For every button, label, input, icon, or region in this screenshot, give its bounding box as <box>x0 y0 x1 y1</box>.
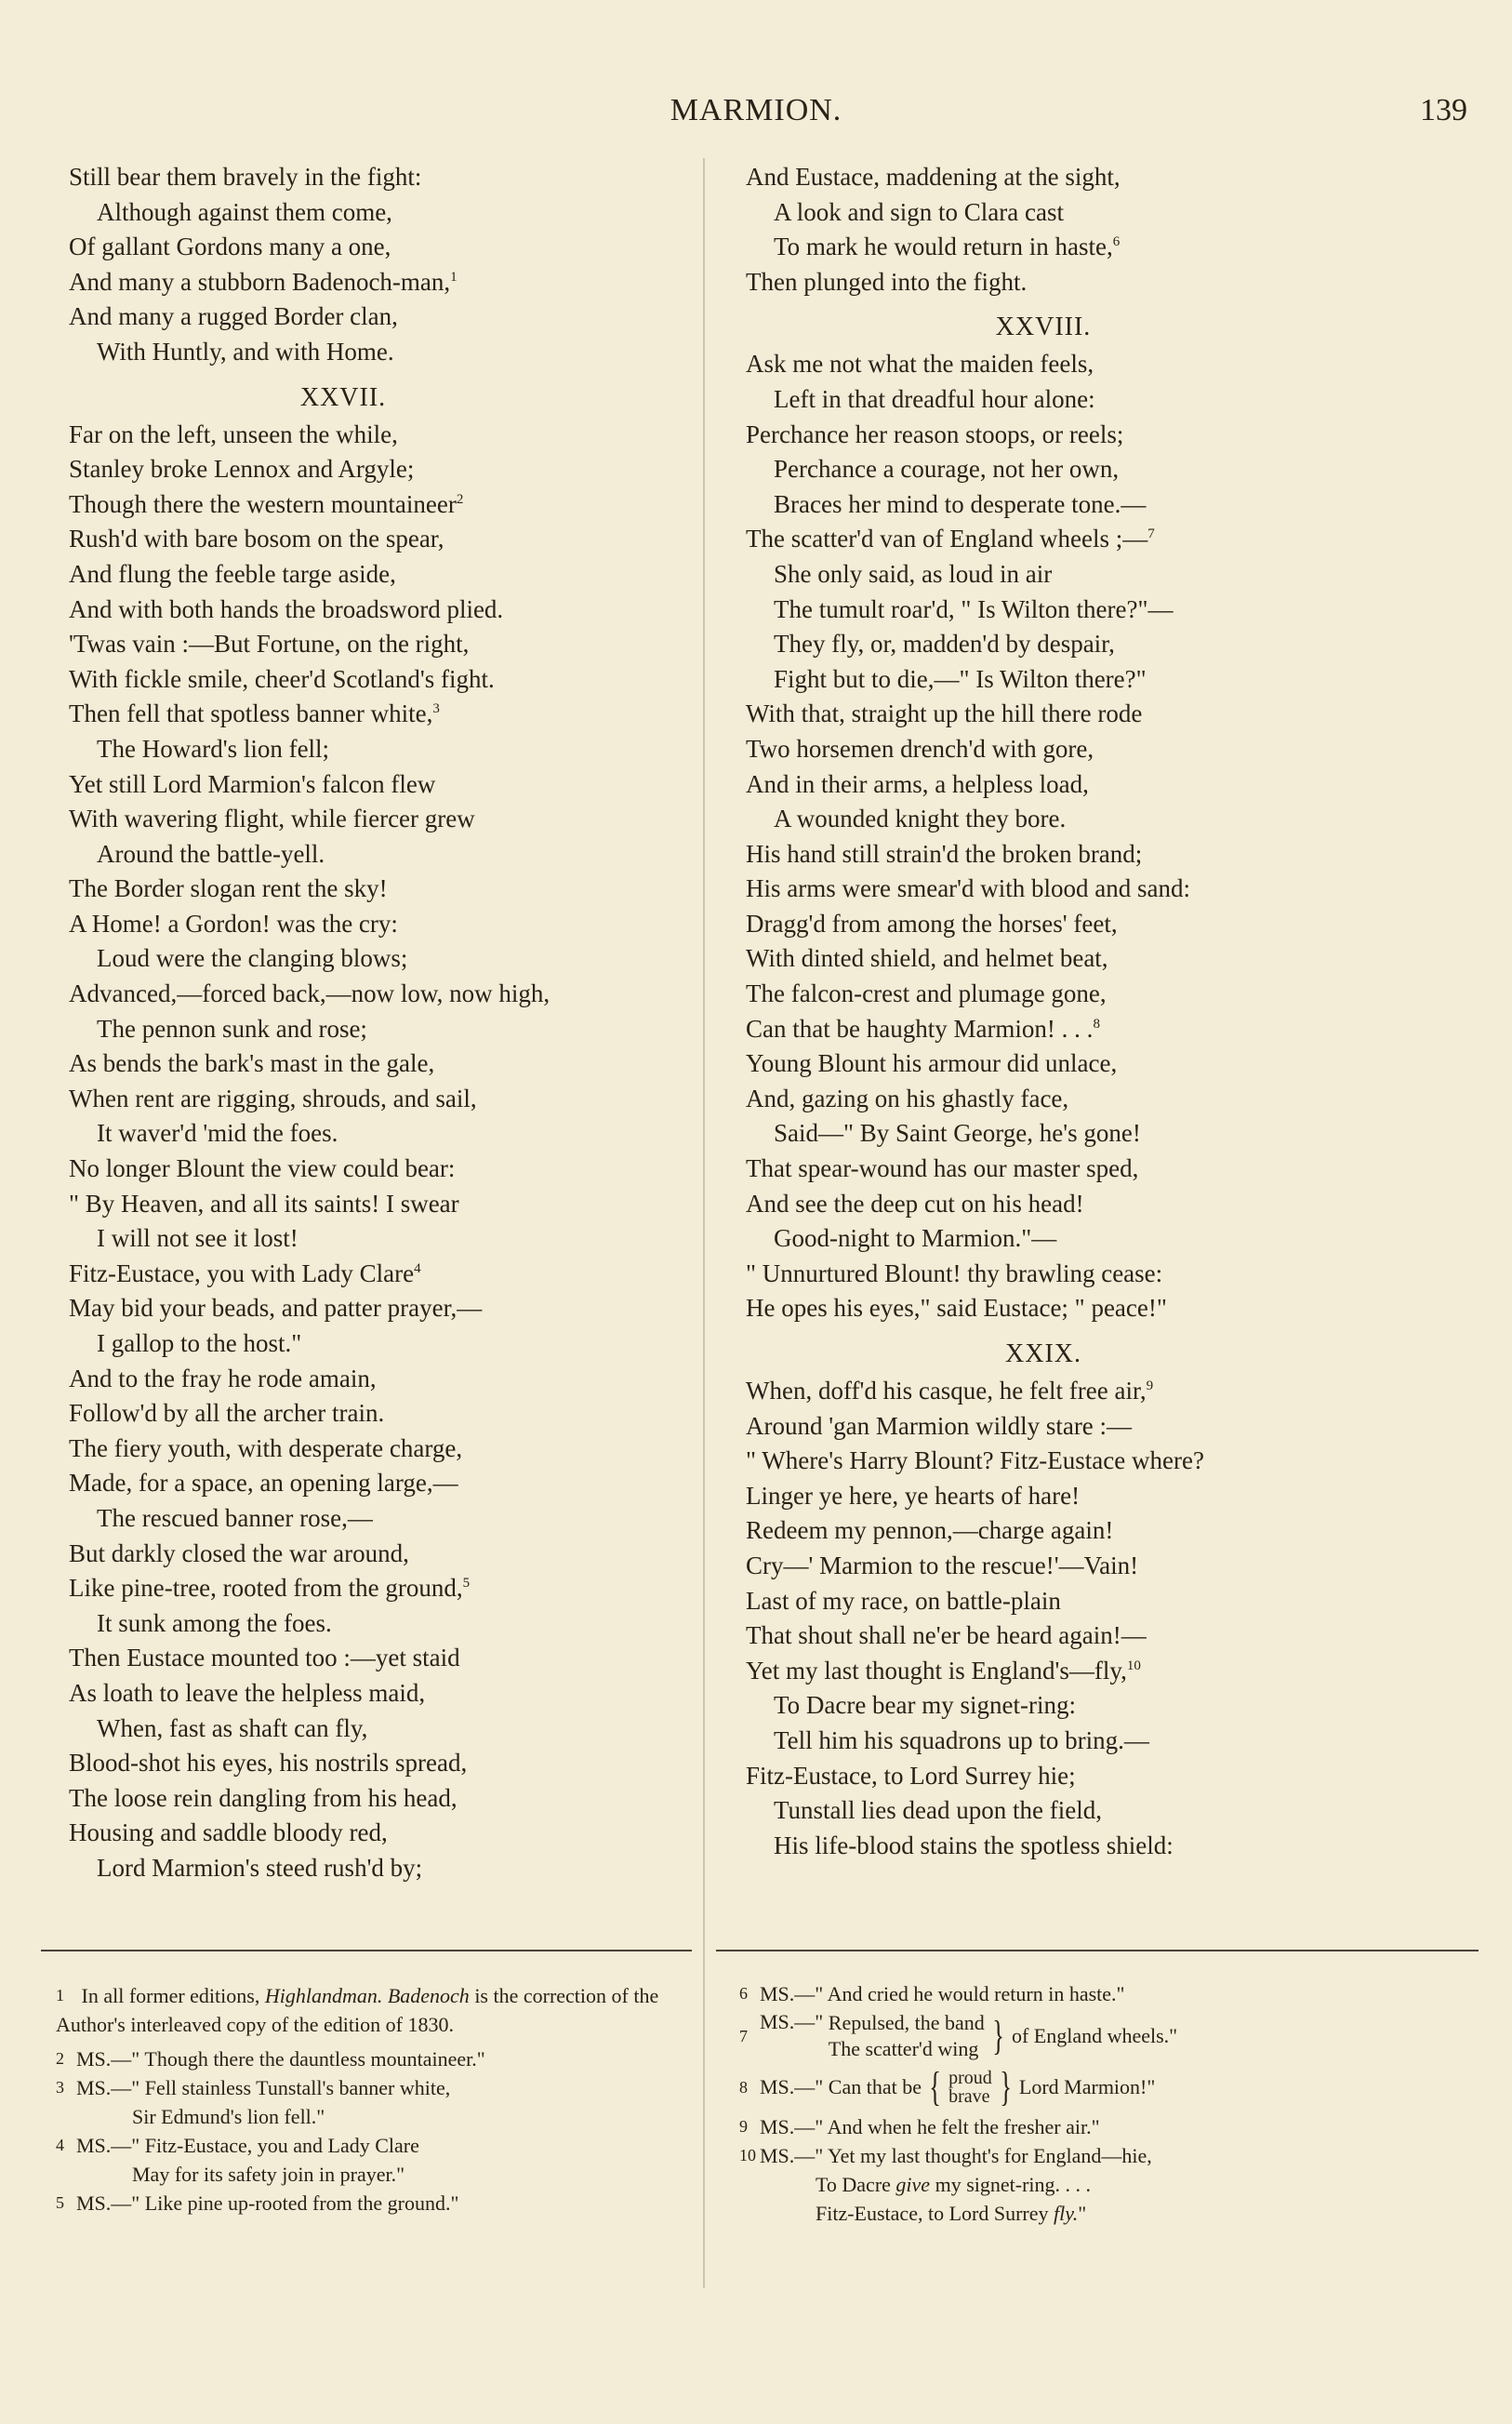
verse-line <box>69 802 692 837</box>
verse-line <box>69 195 692 231</box>
verse-text: Lord Marmion's steed rush'd by; <box>97 1853 423 1882</box>
footnotes-left <box>56 1981 697 2218</box>
verse-line <box>746 1549 1490 1584</box>
verse-line <box>69 1082 692 1117</box>
verse-line <box>746 1688 1490 1724</box>
verse-text: When rent are rigging, shrouds, and sail, <box>69 1084 477 1112</box>
footnote-marker: 8 <box>1093 1016 1100 1032</box>
verse-text: Stanley broke Lennox and Argyle; <box>69 455 415 484</box>
verse-line <box>69 1746 692 1781</box>
footnote-marker: 5 <box>462 1576 471 1592</box>
verse-text: Far on the left, unseen the while, <box>69 420 398 448</box>
verse-text: Like pine-tree, rooted from the ground, <box>69 1574 463 1603</box>
footnote-10-line-3: Fitz-Eustace, to Lord Surrey fly." <box>816 2202 1087 2225</box>
verse-line <box>746 382 1490 418</box>
verse-text: Still bear them bravely in the fight: <box>69 163 422 191</box>
footnote-marker: 7 <box>1147 526 1155 542</box>
verse-text: The tumult roar'd, " Is Wilton there?"— <box>774 594 1174 623</box>
footnote-6: 6 MS.—" And cried he would return in haste." <box>739 1982 1125 2005</box>
verse-line <box>69 160 692 195</box>
verse-line <box>746 1374 1490 1409</box>
verse-line <box>746 522 1490 557</box>
footnote-2: 2 MS.—" Though there the dauntless mountaineer." <box>56 2047 485 2071</box>
verse-text: As bends the bark's mast in the gale, <box>69 1049 435 1078</box>
verse-text: Dragg'd from among the horses' feet, <box>746 909 1118 938</box>
verse-line <box>69 1537 692 1572</box>
left-brace: { <box>929 2064 941 2110</box>
canto-section-heading: XXVIII. <box>995 313 1092 342</box>
right-brace: } <box>1000 2064 1012 2110</box>
verse-line <box>69 1326 692 1362</box>
verse-text: With wavering flight, while fiercer grew <box>69 805 475 833</box>
verse-line <box>69 1187 692 1222</box>
verse-line <box>746 977 1490 1012</box>
verse-line <box>69 1221 692 1257</box>
verse-line <box>69 1676 692 1711</box>
verse-line <box>746 1116 1490 1152</box>
verse-text: When, doff'd his casque, he felt free air, <box>746 1377 1147 1405</box>
verse-line <box>69 1816 692 1851</box>
verse-line <box>746 195 1490 231</box>
verse-text: When, fast as shaft can fly, <box>97 1713 368 1742</box>
verse-text: The rescued banner rose,— <box>97 1503 373 1532</box>
footnote-4: 4 MS.—" Fitz-Eustace, you and Lady Clare <box>56 2134 419 2157</box>
verse-text: Redeem my pennon,—charge again! <box>746 1516 1114 1545</box>
verse-line <box>69 1711 692 1747</box>
verse-text: " Where's Harry Blount? Fitz-Eustace where? <box>746 1446 1204 1475</box>
verse-line <box>746 452 1490 487</box>
canto-section-heading: XXVII. <box>299 382 387 412</box>
verse-line <box>746 418 1490 453</box>
verse-line <box>746 837 1490 872</box>
footnote-3-line-2: Sir Edmund's lion fell." <box>132 2105 325 2128</box>
verse-line <box>69 230 692 265</box>
footnote-10-line-2: To Dacre give my signet-ring. . . . <box>816 2173 1092 2196</box>
verse-line <box>746 1724 1490 1759</box>
verse-text: Blood-shot his eyes, his nostrils spread, <box>69 1749 468 1778</box>
verse-text: 'Twas vain :—But Fortune, on the right, <box>69 630 470 659</box>
verse-text: With Huntly, and with Home. <box>97 337 394 366</box>
left-poem-column <box>69 160 692 1886</box>
verse-text: Yet still Lord Marmion's falcon flew <box>69 769 436 798</box>
verse-text: That shout shall ne'er be heard again!— <box>746 1621 1147 1650</box>
verse-text: With fickle smile, cheer'd Scotland's fight. <box>69 664 495 693</box>
verse-text: Two horsemen drench'd with gore, <box>746 734 1094 763</box>
verse-text: No longer Blount the view could bear: <box>69 1154 456 1183</box>
verse-text: May bid your beads, and patter prayer,— <box>69 1294 483 1323</box>
verse-line <box>746 1082 1490 1117</box>
verse-line <box>69 1152 692 1187</box>
verse-text: But darkly closed the war around, <box>69 1538 409 1567</box>
verse-text: With that, straight up the hill there rode <box>746 699 1143 728</box>
verse-text: With dinted shield, and helmet beat, <box>746 944 1108 973</box>
verse-text: The scatter'd van of England wheels ;— <box>746 525 1148 553</box>
verse-text: Perchance a courage, not her own, <box>774 455 1120 484</box>
verse-text: Made, for a space, an opening large,— <box>69 1469 458 1498</box>
verse-text: Ask me not what the maiden feels, <box>746 350 1094 379</box>
verse-text: His life-blood stains the spotless shield: <box>774 1831 1174 1859</box>
verse-text: To Dacre bear my signet-ring: <box>774 1691 1076 1720</box>
footnote-marker: 9 <box>1146 1378 1154 1393</box>
verse-line <box>746 1046 1490 1082</box>
verse-line <box>69 300 692 335</box>
verse-text: And, gazing on his ghastly face, <box>746 1084 1069 1112</box>
verse-line <box>69 1781 692 1817</box>
verse-text: Though there the western mountaineer <box>69 489 457 518</box>
running-title: MARMION. <box>670 93 842 127</box>
verse-text: He opes his eyes," said Eustace; " peace!" <box>746 1294 1167 1323</box>
footnote-rule-right <box>716 1950 1479 1951</box>
verse-text: Follow'd by all the archer train. <box>69 1399 385 1428</box>
verse-line <box>746 1513 1490 1549</box>
footnote-marker: 2 <box>456 491 464 507</box>
verse-text: Last of my race, on battle-plain <box>746 1586 1061 1615</box>
footnote-7-variants: Repulsed, the band The scatter'd wing <box>828 2011 985 2060</box>
verse-text: Good-night to Marmion."— <box>774 1224 1057 1253</box>
verse-line <box>746 1829 1490 1864</box>
verse-line <box>746 767 1490 803</box>
verse-line <box>69 1606 692 1642</box>
verse-line <box>746 593 1490 628</box>
right-poem-column <box>746 160 1490 1863</box>
verse-line <box>69 1257 692 1292</box>
footnote-1: 1 In all former editions, Highlandman. Badenoch is the correction of the Author's interleaved copy of the edition of 1830. <box>56 1984 659 2036</box>
verse-line <box>746 1152 1490 1187</box>
verse-text: I will not see it lost! <box>97 1224 298 1253</box>
verse-text: Loud were the clanging blows; <box>97 944 408 973</box>
footnotes-right <box>739 1979 1483 2228</box>
verse-line <box>746 627 1490 662</box>
verse-line <box>746 1409 1490 1445</box>
verse-line <box>69 767 692 803</box>
verse-line <box>746 265 1490 300</box>
page-header <box>0 93 1512 140</box>
verse-text: Yet my last thought is England's—fly, <box>746 1656 1127 1685</box>
page-number: 139 <box>1420 93 1467 127</box>
verse-text: The fiery youth, with desperate charge, <box>69 1433 463 1462</box>
verse-text: Braces her mind to desperate tone.— <box>774 489 1147 518</box>
verse-text: The Border slogan rent the sky! <box>69 874 388 903</box>
verse-text: The pennon sunk and rose; <box>97 1014 367 1043</box>
verse-line <box>746 160 1490 195</box>
verse-line <box>746 347 1490 382</box>
verse-text: And Eustace, maddening at the sight, <box>746 163 1121 191</box>
verse-text: Left in that dreadful hour alone: <box>774 384 1095 413</box>
verse-text: Rush'd with bare bosom on the spear, <box>69 525 444 553</box>
footnote-marker: 1 <box>450 269 458 285</box>
verse-line <box>69 1116 692 1152</box>
verse-line <box>746 1584 1490 1619</box>
verse-text: The falcon-crest and plumage gone, <box>746 979 1107 1008</box>
verse-text: Said—" By Saint George, he's gone! <box>774 1119 1141 1148</box>
verse-text: Young Blount his armour did unlace, <box>746 1049 1118 1078</box>
verse-line <box>746 1654 1490 1689</box>
verse-text: She only said, as loud in air <box>774 559 1053 588</box>
verse-line <box>69 1571 692 1606</box>
verse-line <box>746 1759 1490 1794</box>
right-brace: } <box>992 2013 1004 2058</box>
verse-text: Linger ye here, ye hearts of hare! <box>746 1481 1081 1510</box>
footnote-5: 5 MS.—" Like pine up-rooted from the ground." <box>56 2191 459 2215</box>
verse-line <box>746 1618 1490 1654</box>
verse-line <box>69 1466 692 1501</box>
verse-line <box>69 941 692 977</box>
verse-line <box>69 1291 692 1326</box>
footnote-marker: 6 <box>1112 234 1121 250</box>
verse-line <box>69 1641 692 1676</box>
verse-text: The Howard's lion fell; <box>97 734 330 763</box>
verse-text: Can that be haughty Marmion! . . . <box>746 1014 1094 1043</box>
verse-text: I gallop to the host." <box>97 1329 302 1357</box>
verse-line <box>69 837 692 872</box>
verse-text: And to the fray he rode amain, <box>69 1364 377 1392</box>
verse-line <box>69 593 692 628</box>
verse-text: Then fell that spotless banner white, <box>69 699 433 728</box>
footnote-9: 9 MS.—" And when he felt the fresher air." <box>739 2115 1100 2138</box>
verse-line <box>69 907 692 942</box>
verse-text: To mark he would return in haste, <box>774 233 1113 261</box>
verse-line <box>746 1793 1490 1829</box>
verse-line <box>746 662 1490 698</box>
verse-text: The loose rein dangling from his head, <box>69 1783 458 1812</box>
verse-text: " By Heaven, and all its saints! I swear <box>69 1189 459 1218</box>
verse-text: Around 'gan Marmion wildly stare :— <box>746 1411 1133 1440</box>
verse-line <box>69 697 692 732</box>
verse-line <box>69 872 692 907</box>
verse-line <box>69 265 692 300</box>
verse-text: And in their arms, a helpless load, <box>746 769 1089 798</box>
verse-text: His hand still strain'd the broken brand; <box>746 839 1143 868</box>
verse-line <box>746 732 1490 767</box>
verse-text: It sunk among the foes. <box>97 1608 332 1637</box>
verse-line <box>69 627 692 662</box>
verse-text: Perchance her reason stoops, or reels; <box>746 420 1124 448</box>
verse-text: That spear-wound has our master sped, <box>746 1154 1139 1183</box>
verse-line <box>69 1046 692 1082</box>
verse-text: And with both hands the broadsword plied. <box>69 594 504 623</box>
verse-line <box>746 230 1490 265</box>
verse-line <box>746 487 1490 523</box>
verse-text: Housing and saddle bloody red, <box>69 1818 388 1847</box>
verse-line <box>746 1187 1490 1222</box>
verse-line <box>746 941 1490 977</box>
verse-line <box>69 1851 692 1886</box>
verse-text: And many a rugged Border clan, <box>69 302 398 331</box>
footnote-8-variants: proud brave <box>948 2068 992 2107</box>
verse-text: Then plunged into the fight. <box>746 267 1028 296</box>
verse-text: " Unnurtured Blount! thy brawling cease: <box>746 1259 1163 1287</box>
verse-text: Cry—' Marmion to the rescue!'—Vain! <box>746 1551 1139 1579</box>
verse-text: His arms were smear'd with blood and sand: <box>746 874 1191 903</box>
verse-line <box>69 1396 692 1432</box>
verse-text: Tell him his squadrons up to bring.— <box>774 1725 1149 1754</box>
verse-line <box>69 487 692 523</box>
verse-text: Fitz-Eustace, you with Lady Clare <box>69 1259 415 1287</box>
verse-line <box>69 522 692 557</box>
verse-text: And flung the feeble targe aside, <box>69 559 396 588</box>
verse-line <box>746 697 1490 732</box>
verse-line <box>746 802 1490 837</box>
footnote-marker: 10 <box>1126 1658 1141 1673</box>
verse-line <box>69 452 692 487</box>
footnote-marker: 3 <box>432 701 440 717</box>
footnote-rule-left <box>41 1950 692 1951</box>
footnote-4-line-2: May for its safety join in prayer." <box>132 2163 405 2186</box>
verse-line <box>746 1444 1490 1479</box>
verse-line <box>69 1012 692 1047</box>
verse-line <box>69 732 692 767</box>
verse-text: Although against them come, <box>97 197 392 226</box>
verse-text: Fitz-Eustace, to Lord Surrey hie; <box>746 1761 1076 1790</box>
verse-text: A wounded knight they bore. <box>774 805 1067 833</box>
footnote-marker: 4 <box>414 1260 421 1276</box>
verse-text: As loath to leave the helpless maid, <box>69 1678 426 1707</box>
column-divider <box>703 158 705 2288</box>
verse-line <box>69 977 692 1012</box>
verse-line <box>69 662 692 698</box>
verse-text: Advanced,—forced back,—now low, now high, <box>69 979 550 1008</box>
verse-line <box>746 1291 1490 1326</box>
verse-line <box>746 872 1490 907</box>
verse-text: Then Eustace mounted too :—yet staid <box>69 1644 460 1672</box>
footnote-10: 10 MS.—" Yet my last thought's for England—hie, <box>739 2144 1152 2167</box>
verse-text: A Home! a Gordon! was the cry: <box>69 909 398 938</box>
verse-text: A look and sign to Clara cast <box>774 197 1064 226</box>
verse-text: And many a stubborn Badenoch-man, <box>69 267 451 296</box>
verse-text: It waver'd 'mid the foes. <box>97 1119 338 1148</box>
verse-text: Tunstall lies dead upon the field, <box>774 1796 1102 1825</box>
verse-line <box>746 1257 1490 1292</box>
verse-line <box>746 1012 1490 1047</box>
verse-line <box>69 418 692 453</box>
verse-line <box>69 1432 692 1467</box>
verse-line <box>746 907 1490 942</box>
footnote-8: 8 MS.—" Can that be { proud brave } Lord Marmion!" <box>739 2064 1156 2110</box>
verse-text: Around the battle-yell. <box>97 839 325 868</box>
verse-line <box>69 1501 692 1537</box>
verse-text: And see the deep cut on his head! <box>746 1189 1084 1218</box>
verse-text: Of gallant Gordons many a one, <box>69 233 391 261</box>
verse-line <box>746 1221 1490 1257</box>
verse-line <box>746 1479 1490 1514</box>
verse-line <box>69 557 692 593</box>
verse-line <box>69 335 692 370</box>
verse-line <box>746 557 1490 593</box>
footnote-7: 7 MS.—" Repulsed, the band The scatter'd wing } of England wheels." <box>739 2010 1178 2060</box>
verse-text: Fight but to die,—" Is Wilton there?" <box>774 664 1147 693</box>
canto-section-heading: XXIX. <box>1005 1339 1081 1368</box>
footnote-3: 3 MS.—" Fell stainless Tunstall's banner white, <box>56 2076 451 2099</box>
verse-line <box>69 1362 692 1397</box>
verse-text: They fly, or, madden'd by despair, <box>774 630 1115 659</box>
